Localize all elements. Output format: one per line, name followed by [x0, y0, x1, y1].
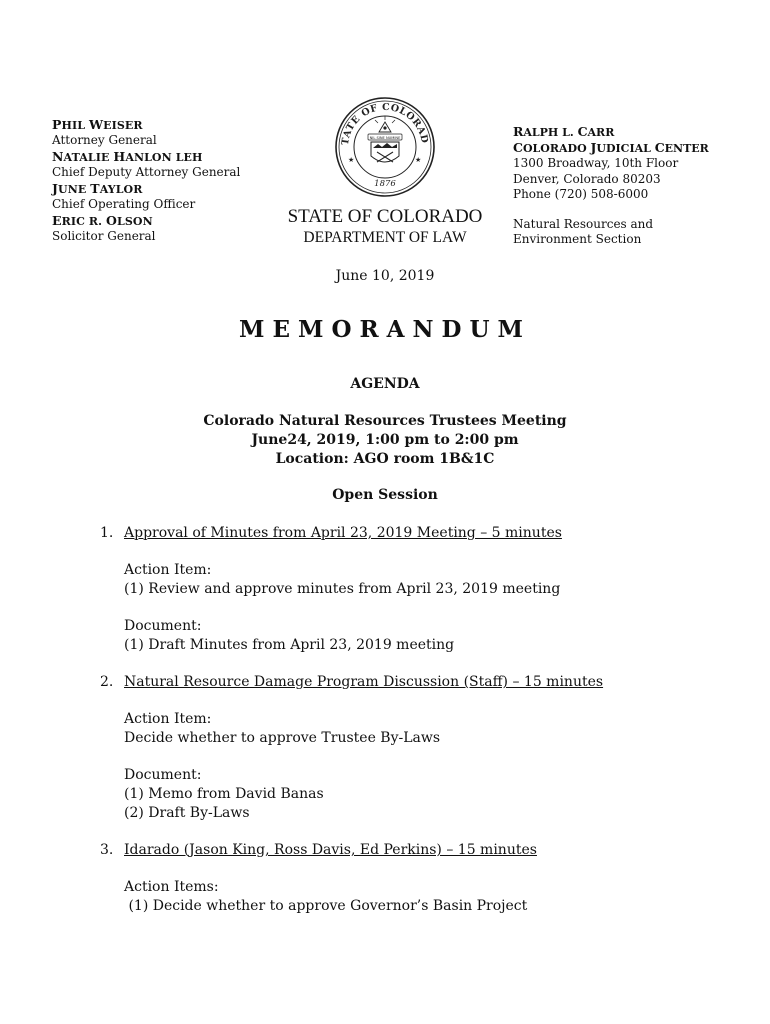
action-label: Action Item: — [124, 711, 212, 727]
action-block — [124, 710, 720, 748]
officer-name: PHIL WEISER — [52, 117, 143, 132]
officer-0 — [52, 118, 282, 147]
document-line: (2) Draft By-Laws — [124, 805, 250, 821]
agenda-item — [100, 524, 720, 655]
document-line: (1) Draft Minutes from April 23, 2019 meeting — [124, 637, 455, 653]
document-label: Document: — [124, 618, 202, 634]
memo-date: June 10, 2019 — [335, 268, 435, 284]
officer-title: Solicitor General — [52, 229, 156, 243]
item-number: 1. — [100, 525, 114, 541]
section-line-1: Natural Resources and — [513, 216, 654, 231]
action-block — [124, 878, 720, 916]
officer-title: Chief Deputy Attorney General — [52, 165, 241, 179]
meeting-title: Colorado Natural Resources Trustees Meeting — [203, 413, 567, 429]
section-line-2: Environment Section — [513, 232, 642, 246]
action-block — [124, 561, 720, 599]
seal-year: 1876 — [374, 179, 396, 189]
address-street: 1300 Broadway, 10th Floor — [513, 156, 679, 170]
state-seal-icon — [334, 96, 436, 198]
officer-3 — [52, 214, 282, 243]
action-line: Decide whether to approve Trustee By-Laws — [124, 730, 441, 746]
agency-line-2: DEPARTMENT OF LAW — [303, 229, 467, 246]
seal-motto: NIL SINE NUMINE — [369, 136, 401, 140]
officer-name: ERIC R. OLSON — [52, 213, 153, 228]
address-building: COLORADO JUDICIAL CENTER — [513, 140, 709, 155]
address-city: Denver, Colorado 80203 — [513, 171, 661, 186]
agenda-item — [100, 841, 720, 916]
agency-name — [274, 206, 496, 248]
agenda-items — [100, 524, 720, 934]
memo-heading: MEMORANDUM — [239, 316, 531, 343]
item-heading: Natural Resource Damage Program Discussion (Staff) – 15 minutes — [124, 674, 604, 690]
officer-name: NATALIE HANLON LEH — [52, 149, 203, 164]
document-line: (1) Memo from David Banas — [124, 786, 324, 802]
action-line: (1) Decide whether to approve Governor’s Basin Project — [124, 898, 528, 914]
action-line: (1) Review and approve minutes from April 23, 2019 meeting — [124, 581, 561, 597]
agenda-item — [100, 673, 720, 823]
agency-line-1: STATE OF COLORADO — [287, 206, 483, 227]
address-block — [513, 124, 753, 248]
document-label: Document: — [124, 767, 202, 783]
officer-2 — [52, 182, 282, 211]
officer-name: JUNE TAYLOR — [52, 181, 143, 196]
document-block — [124, 617, 720, 655]
seal-text: TATE OF COLORAD — [339, 101, 430, 146]
meeting-location: Location: AGO room 1B&1C — [275, 451, 495, 467]
officer-title: Attorney General — [52, 133, 157, 147]
svg-text:★: ★ — [348, 156, 355, 164]
meeting-when: June24, 2019, 1:00 pm to 2:00 pm — [251, 432, 519, 448]
svg-text:★: ★ — [415, 156, 422, 164]
item-number: 3. — [100, 842, 114, 858]
item-heading: Approval of Minutes from April 23, 2019 Meeting – 5 minutes — [124, 525, 562, 541]
meeting-info — [0, 412, 770, 469]
agenda-label: AGENDA — [350, 376, 420, 392]
officer-title: Chief Operating Officer — [52, 197, 196, 211]
document-block — [124, 766, 720, 823]
officers-list — [52, 118, 282, 246]
officer-1 — [52, 150, 282, 179]
item-heading: Idarado (Jason King, Ross Davis, Ed Perkins) – 15 minutes — [124, 842, 537, 858]
session-label: Open Session — [332, 487, 438, 503]
item-number: 2. — [100, 674, 114, 690]
action-label: Action Items: — [124, 879, 219, 895]
address-name: RALPH L. CARR — [513, 124, 615, 139]
address-phone: Phone (720) 508-6000 — [513, 187, 649, 201]
action-label: Action Item: — [124, 562, 212, 578]
